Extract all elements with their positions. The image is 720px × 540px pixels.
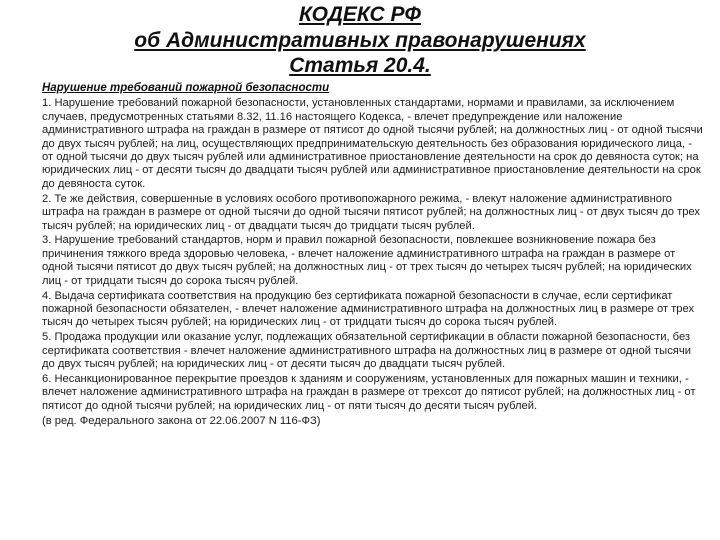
paragraph-1: 1. Нарушение требований пожарной безопасности, установленных стандартами, нормами и правилами, за исключением случаев, предусмотренных статьями 8.32, 11.16 настоящего Кодекса, - влечет предупреждение или наложение административного штрафа на граждан в размере от пятисот до одной тысячи рублей; на должностных лиц - от одной тысячи до двух тысяч рублей; на лиц, осуществляющих предпринимательскую деятельность без образования юридического лица, - от одной тысячи до двух тысяч рублей или административное приостановление деятельности на срок до девяноста суток; на юридических лиц - от десяти тысяч до двадцати тысяч рублей или административное приостановление деятельности на срок до девяноста суток. — [42, 97, 703, 190]
code-title: КОДЕКС РФ — [299, 3, 421, 26]
paragraph-4: 4. Выдача сертификата соответствия на продукцию без сертификата пожарной безопасности в случае, если сертификат пожарной безопасности обязателен, - влечет наложение административного штрафа на должностных лиц в размере от трех тысяч до четырех тысяч рублей; на юридических лиц - от тридцати тысяч до сорока тысяч рублей. — [42, 289, 695, 329]
article-body — [42, 82, 704, 429]
article-subtitle: Нарушение требований пожарной безопасности — [42, 82, 330, 94]
article-number: Статья 20.4. — [289, 54, 431, 77]
code-subtitle: об Административных правонарушениях — [134, 29, 586, 52]
paragraph-6: 6. Несанкционированное перекрытие проездов к зданиям и сооружениям, установленных для пожарных машин и техники, - влечет наложение административного штрафа на граждан в размере от трехсот до пятисот рублей; на должностных лиц - от пятисот до одной тысячи рублей; на юридических лиц - от пяти тысяч до десяти тысяч рублей. — [42, 373, 696, 412]
paragraph-5: 5. Продажа продукции или оказание услуг, подлежащих обязательной сертификации в области пожарной безопасности, без сертификата соответствия - влечет наложение административного штрафа на должностных лиц в размере от одной тысячи до двух тысяч рублей; на юридических лиц - от десяти тысяч до двадцати тысяч рублей. — [42, 331, 691, 371]
paragraph-2: 2. Те же действия, совершенные в условиях особого противопожарного режима, - влекут наложение административного штрафа на граждан в размере от одной тысячи до одной тысячи пятисот рублей; на должностных лиц - от двух тысяч до трех тысяч рублей; на юридических лиц - от двадцати тысяч до тридцати тысяч рублей. — [42, 192, 700, 232]
paragraph-3: 3. Нарушение требований стандартов, норм и правил пожарной безопасности, повлекшее возникновение пожара без причинения тяжкого вреда здоровью человека, - влечет наложение административного штрафа на граждан в размере от одной тысячи пятисот до двух тысяч рублей; на должностных лиц - от трех тысяч до четырех тысяч рублей; на юридических лиц - от тридцати тысяч до сорока тысяч рублей. — [42, 234, 692, 287]
amendment-footnote: (в ред. Федерального закона от 22.06.2007 N 116-ФЗ) — [42, 415, 321, 428]
